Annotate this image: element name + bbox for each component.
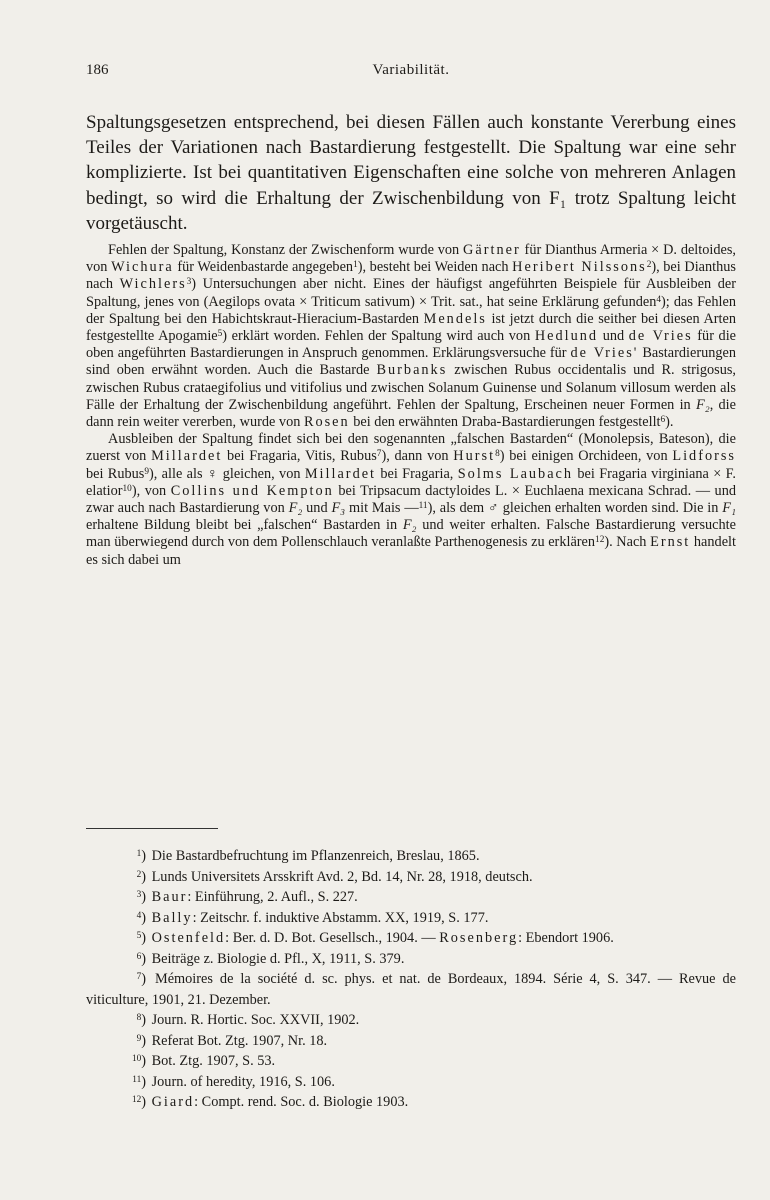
footnote: $^{10}$) Bot. Ztg. 1907, S. 53. xyxy=(131,1053,276,1069)
footnote-ref: 12 xyxy=(595,535,605,546)
footnote: $^{12}$) Giard: Compt. rend. Soc. d. Biologie 1903. xyxy=(131,1094,409,1110)
author-name: de Vries xyxy=(628,328,693,345)
footnote: $^2$) Lunds Universitets Arsskrift Avd. 2, Bd. 14, Nr. 28, 1918, deutsch. xyxy=(136,868,533,885)
footnote: $^5$) Ostenfeld: Ber. d. D. Bot. Gesellsch., 1904. — Rosenberg: Ebendort 1906. xyxy=(136,930,614,946)
author-name: Hurst xyxy=(453,448,496,465)
footnote-ref: 4 xyxy=(656,294,662,305)
lead-paragraph: Spaltungsgesetzen entsprechend, bei diesen Fällen auch konstante Vererbung eines Teiles der Variationen nach Bastardierung festgestellt. Die Spaltung war eine sehr komplizierte. Ist bei quantitativen Eigenschaften eine solche von mehreren Anlagen bedingt, so wird die Erhaltung der Zwischenbildung von F₁ trotz Spaltung leicht vorgetäuscht. xyxy=(86,112,736,234)
author-name: Gärtner xyxy=(463,242,521,259)
footnote: $^1$) Die Bastardbefruchtung im Pflanzenreich, Breslau, 1865. xyxy=(136,848,480,864)
paragraph-falsche-bastarde: Ausbleiben der Spaltung findet sich bei den sogenannten „falschen Bastarden“ (Monolepsis, Bateson), die zuerst von Millardet bei Fragaria, Vitis, Rubus$^7$), dann von Hurst$^8$) bei einigen Orchideen, von Lidforss bei Rubus$^9$), alle als ♀ gleichen, von Millardet bei Fragaria, Solms Laubach bei Fragaria virginiana × F. elatior$^{10}$), von Collins und Kempton bei Tripsacum dactyloides L. × Euchlaena mexicana Schrad. — und zwar auch nach Bastardierung von F₂ und F₃ mit Mais —$^{11}$), als dem ♂ gleichen erhalten worden sind. Die in F₁ erhaltene Bildung bleibt bei „falschen“ Bastarden in F₂ und weiter erhalten. Falsche Bastardierung versuchte man überwiegend durch von dem Pollenschlauch veranlaßte Parthenogenesis zu erklären$^{12}$). Nach Ernst handelt es sich dabei um xyxy=(86,431,736,568)
author-name: Baur xyxy=(151,889,188,905)
footnote-ref: 9 xyxy=(144,466,149,477)
footnote-ref: 2 xyxy=(646,260,652,271)
author-name: Mendels xyxy=(423,310,487,327)
author-name: Solms Laubach xyxy=(457,465,574,482)
author-name: Ernst xyxy=(650,534,691,551)
author-name: Bally xyxy=(151,909,193,926)
author-name: Giard xyxy=(151,1094,195,1110)
footnote-ref: 1 xyxy=(353,260,358,271)
footnote: $^8$) Journ. R. Hortic. Soc. XXVII, 1902. xyxy=(136,1012,360,1028)
author-name: Wichura xyxy=(111,259,174,276)
footnote-ref: 5 xyxy=(217,328,223,339)
footnote: $^4$) Bally: Zeitschr. f. induktive Abstamm. XX, 1919, S. 177. xyxy=(136,909,489,926)
footnote-ref: 8 xyxy=(495,449,500,460)
footnote: $^{11}$) Journ. of heredity, 1916, S. 106. xyxy=(132,1073,335,1090)
author-name: de Vries' xyxy=(570,345,639,362)
author-name: Burbanks xyxy=(376,362,448,379)
footnote: $^3$) Baur: Einführung, 2. Aufl., S. 227. xyxy=(136,889,358,905)
footnote: $^6$) Beiträge z. Biologie d. Pfl., X, 1911, S. 379. xyxy=(136,950,405,967)
author-name: Rosen xyxy=(303,414,350,431)
author-name: Ostenfeld xyxy=(151,930,226,946)
author-name: Hedlund xyxy=(534,328,599,345)
author-name: Collins und Kempton xyxy=(170,482,334,499)
page-number: 186 xyxy=(86,62,109,78)
author-name: Millardet xyxy=(304,465,377,482)
author-name: Heribert Nilssons xyxy=(512,259,647,276)
author-name: Millardet xyxy=(151,448,223,465)
footnote-ref: 10 xyxy=(122,483,132,494)
page-header xyxy=(86,62,736,86)
footnotes xyxy=(86,846,736,1113)
footnote-ref: 11 xyxy=(418,500,428,511)
body-text xyxy=(86,110,736,569)
footnote: $^7$) Mémoires de la société d. sc. phys. et nat. de Bordeaux, 1894. Série 4, S. 347. — Revue de viticulture, 1901, 21. Dezember. xyxy=(86,971,736,1008)
author-name: Rosenberg xyxy=(439,930,519,946)
paragraph-fehlen-der-spaltung: Fehlen der Spaltung, Konstanz der Zwischenform wurde von Gärtner für Dianthus Armeria × D. deltoides, von Wichura für Weidenbastarde angegeben$^1$), besteht bei Weiden nach Heribert Nilssons$^2$), bei Dianthus nach Wichlers$^3$) Untersuchungen aber nicht. Eines der häufigst angeführten Beispiele für Ausbleiben der Spaltung, jenes von (Aegilops ovata × Triticum sativum) × Trit. sat., hat seine Erklärung gefunden$^4$); das Fehlen der Spaltung bei den Habichtskraut-Hieracium-Bastarden Mendels ist jetzt durch die seither bei diesen Arten festgestellte Apogamie$^5$) erklärt worden. Fehlen der Spaltung wird auch von Hedlund und de Vries für die oben angeführten Bastardierungen in Anspruch genommen. Erklärungsversuche für de Vries' Bastardierungen sind oben erwähnt worden. Auch die Bastarde Burbanks zwischen Rubus occidentalis und R. strigosus, zwischen Rubus crataegifolius und vitifolius und zwischen Solanum Guinense und Solanum villosum werden als Fälle der Erhaltung der Zwischenbildung angeführt. Fehlen der Spaltung, Erscheinen neuer Formen in F₂, die dann rein weiter vererben, wurde von Rosen bei den erwähnten Draba-Bastardierungen festgestellt$^6$). xyxy=(86,242,737,431)
footnote-ref: 7 xyxy=(376,449,382,460)
author-name: Wichlers xyxy=(119,276,187,293)
author-name: Lidforss xyxy=(672,448,736,465)
footnote-ref: 6 xyxy=(660,414,666,425)
running-head: Variabilität. xyxy=(372,62,450,78)
footnote: $^9$) Referat Bot. Ztg. 1907, Nr. 18. xyxy=(136,1032,328,1049)
footnote-ref: 3 xyxy=(186,277,192,288)
footnote-separator xyxy=(86,828,218,829)
